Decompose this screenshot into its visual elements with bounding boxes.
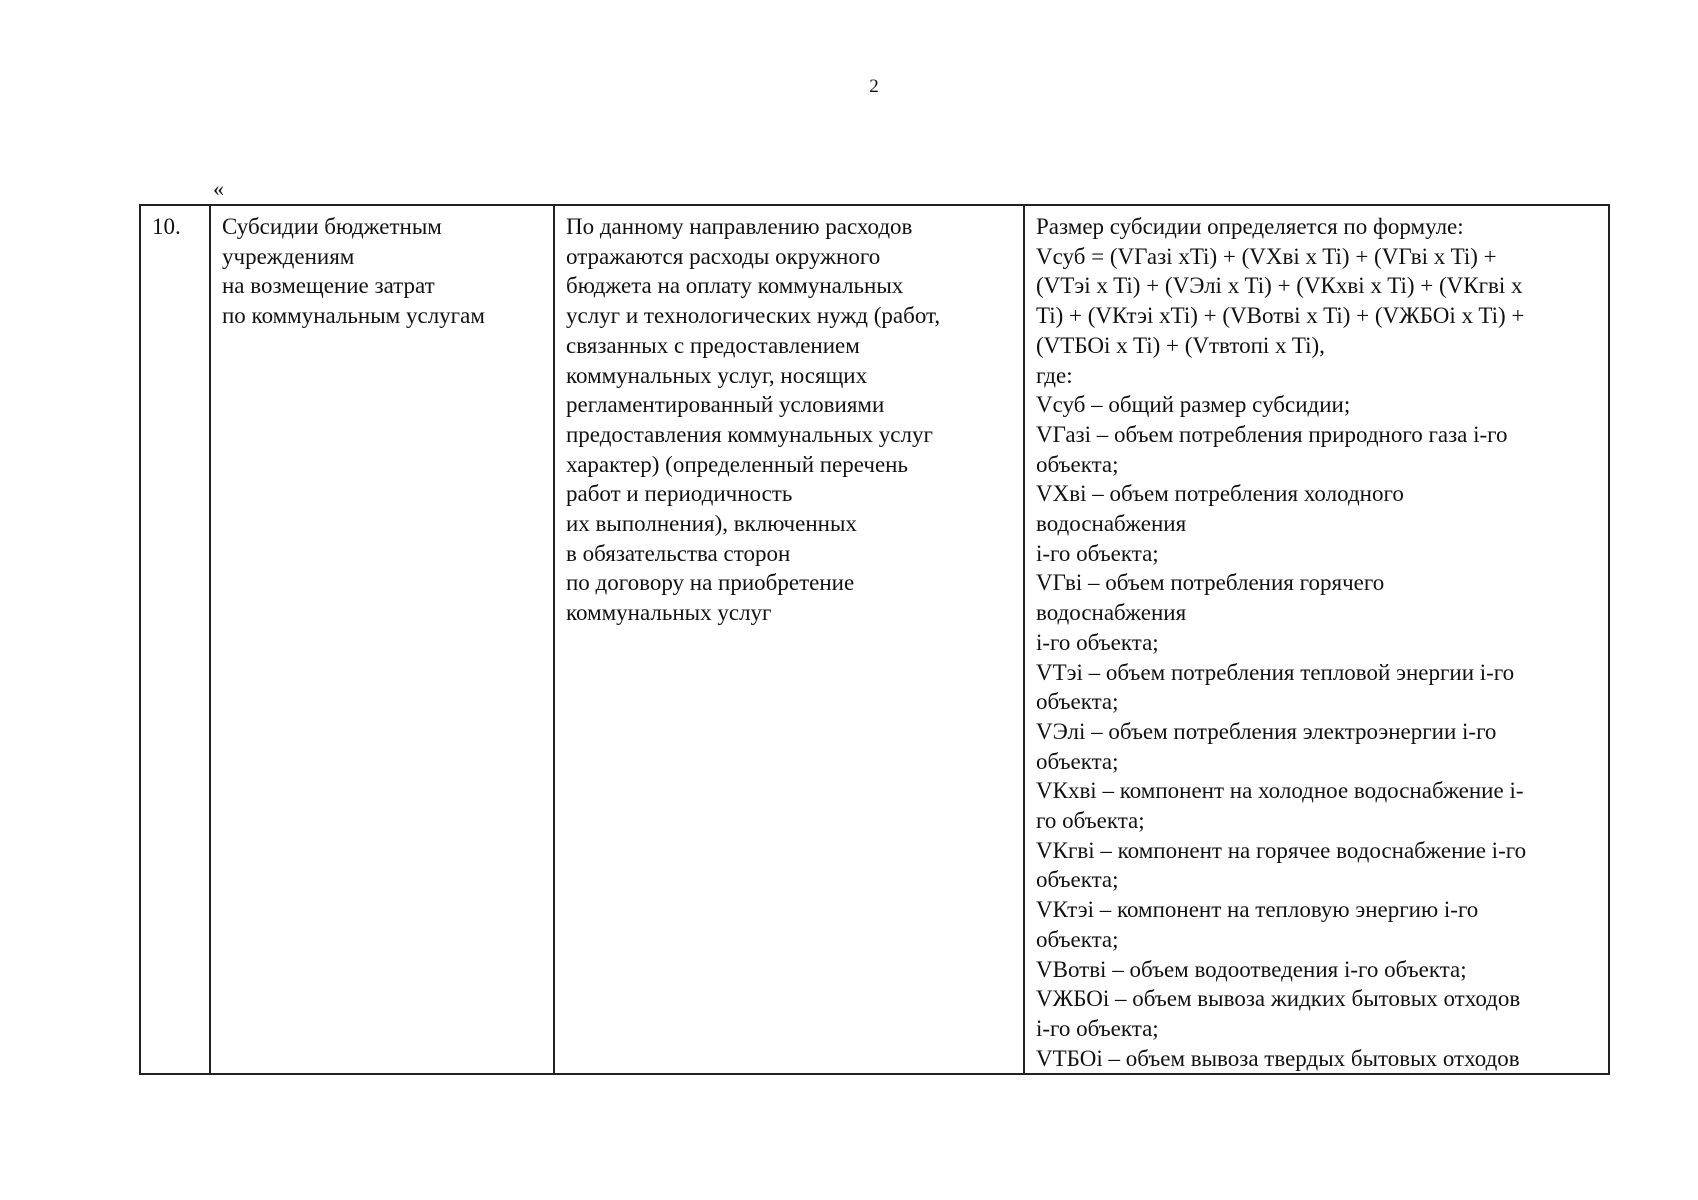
name-line: по коммунальным услугам: [222, 303, 485, 329]
description-line: по договору на приобретение: [566, 570, 855, 596]
name-line: учреждениям: [222, 243, 355, 269]
description-line: коммунальных услуг: [566, 600, 772, 626]
formula-line: VКгвi – компонент на горячее водоснабжение i-го: [1036, 837, 1527, 863]
description-line: связанных с предоставлением: [566, 332, 860, 358]
description-line: По данному направлению расходов: [566, 214, 913, 239]
description-line: коммунальных услуг, носящих: [566, 362, 868, 388]
formula-line: VЭлi – объем потребления электроэнергии i-го: [1036, 718, 1497, 744]
formula-line: го объекта;: [1036, 808, 1145, 834]
formula-line: i-го объекта;: [1036, 629, 1159, 655]
formula-cell: [1024, 205, 1609, 1074]
formula-line: VКхвi – компонент на холодное водоснабжение i-: [1036, 778, 1524, 804]
description-line: услуг и технологических нужд (работ,: [566, 303, 941, 329]
formula-line: (VТэi x Ti) + (VЭлi x Ti) + (VКхвi x Ti) + (VКгвi x: [1036, 273, 1523, 299]
description-line: отражаются расходы окружного: [566, 243, 881, 269]
description-line: предоставления коммунальных услуг: [566, 421, 933, 447]
name-line: на возмещение затрат: [222, 273, 435, 299]
formula-line: VТБОi – объем вывоза твердых бытовых отходов: [1036, 1045, 1520, 1071]
formula-line: VВотвi – объем водоотведения i-го объекта;: [1036, 956, 1467, 982]
formula-line: VЖБОi – объем вывоза жидких бытовых отходов: [1036, 986, 1521, 1012]
formula-line: VКтэi – компонент на тепловую энергию i-го: [1036, 897, 1479, 923]
formula-line: i-го объекта;: [1036, 1015, 1159, 1041]
formula-line: где:: [1036, 362, 1073, 388]
formula-line: VХвi – объем потребления холодного: [1036, 481, 1404, 507]
subsidy-table: [139, 204, 1610, 1075]
row-number: 10.: [152, 214, 181, 239]
description-line: в обязательства сторон: [566, 540, 791, 566]
formula-line: VГвi – объем потребления горячего: [1036, 570, 1385, 596]
formula-line: VГазi – объем потребления природного газа i-го: [1036, 421, 1508, 447]
formula-line: объекта;: [1036, 689, 1119, 715]
formula-line: Размер субсидии определяется по формуле:: [1036, 214, 1464, 239]
formula-line: VТэi – объем потребления тепловой энергии i-го: [1036, 659, 1515, 685]
formula-line: объекта;: [1036, 748, 1119, 774]
description-line: работ и периодичность: [566, 481, 793, 507]
formula-line: водоснабжения: [1036, 600, 1187, 626]
description-line: их выполнения), включенных: [566, 511, 857, 537]
formula-line: объекта;: [1036, 867, 1119, 893]
formula-line: объекта;: [1036, 926, 1119, 952]
formula-line: (VТБОi x Ti) + (Vтвтопi x Ti),: [1036, 332, 1325, 358]
formula-line: водоснабжения: [1036, 511, 1187, 537]
name-line: Субсидии бюджетным: [222, 214, 442, 239]
description-line: регламентированный условиями: [566, 392, 885, 418]
row-number-cell: [140, 205, 210, 1074]
page-number: 2: [869, 76, 879, 97]
formula-line: i-го объекта;: [1036, 540, 1159, 566]
opening-quote-mark: «: [213, 176, 224, 201]
formula-line: объекта;: [1036, 451, 1119, 477]
expense-name-cell: [210, 205, 554, 1074]
description-cell: [554, 205, 1024, 1074]
formula-line: Vсуб = (VГазi xTi) + (VХвi x Ti) + (VГвi x Ti) +: [1036, 243, 1497, 269]
formula-line: Vсуб – общий размер субсидии;: [1036, 392, 1351, 418]
description-line: бюджета на оплату коммунальных: [566, 273, 904, 299]
description-line: характер) (определенный перечень: [566, 451, 908, 477]
table-row: [140, 205, 1609, 1074]
formula-line: Ti) + (VКтэi xTi) + (VВотвi x Ti) + (VЖБОi x Ti) +: [1036, 303, 1525, 329]
